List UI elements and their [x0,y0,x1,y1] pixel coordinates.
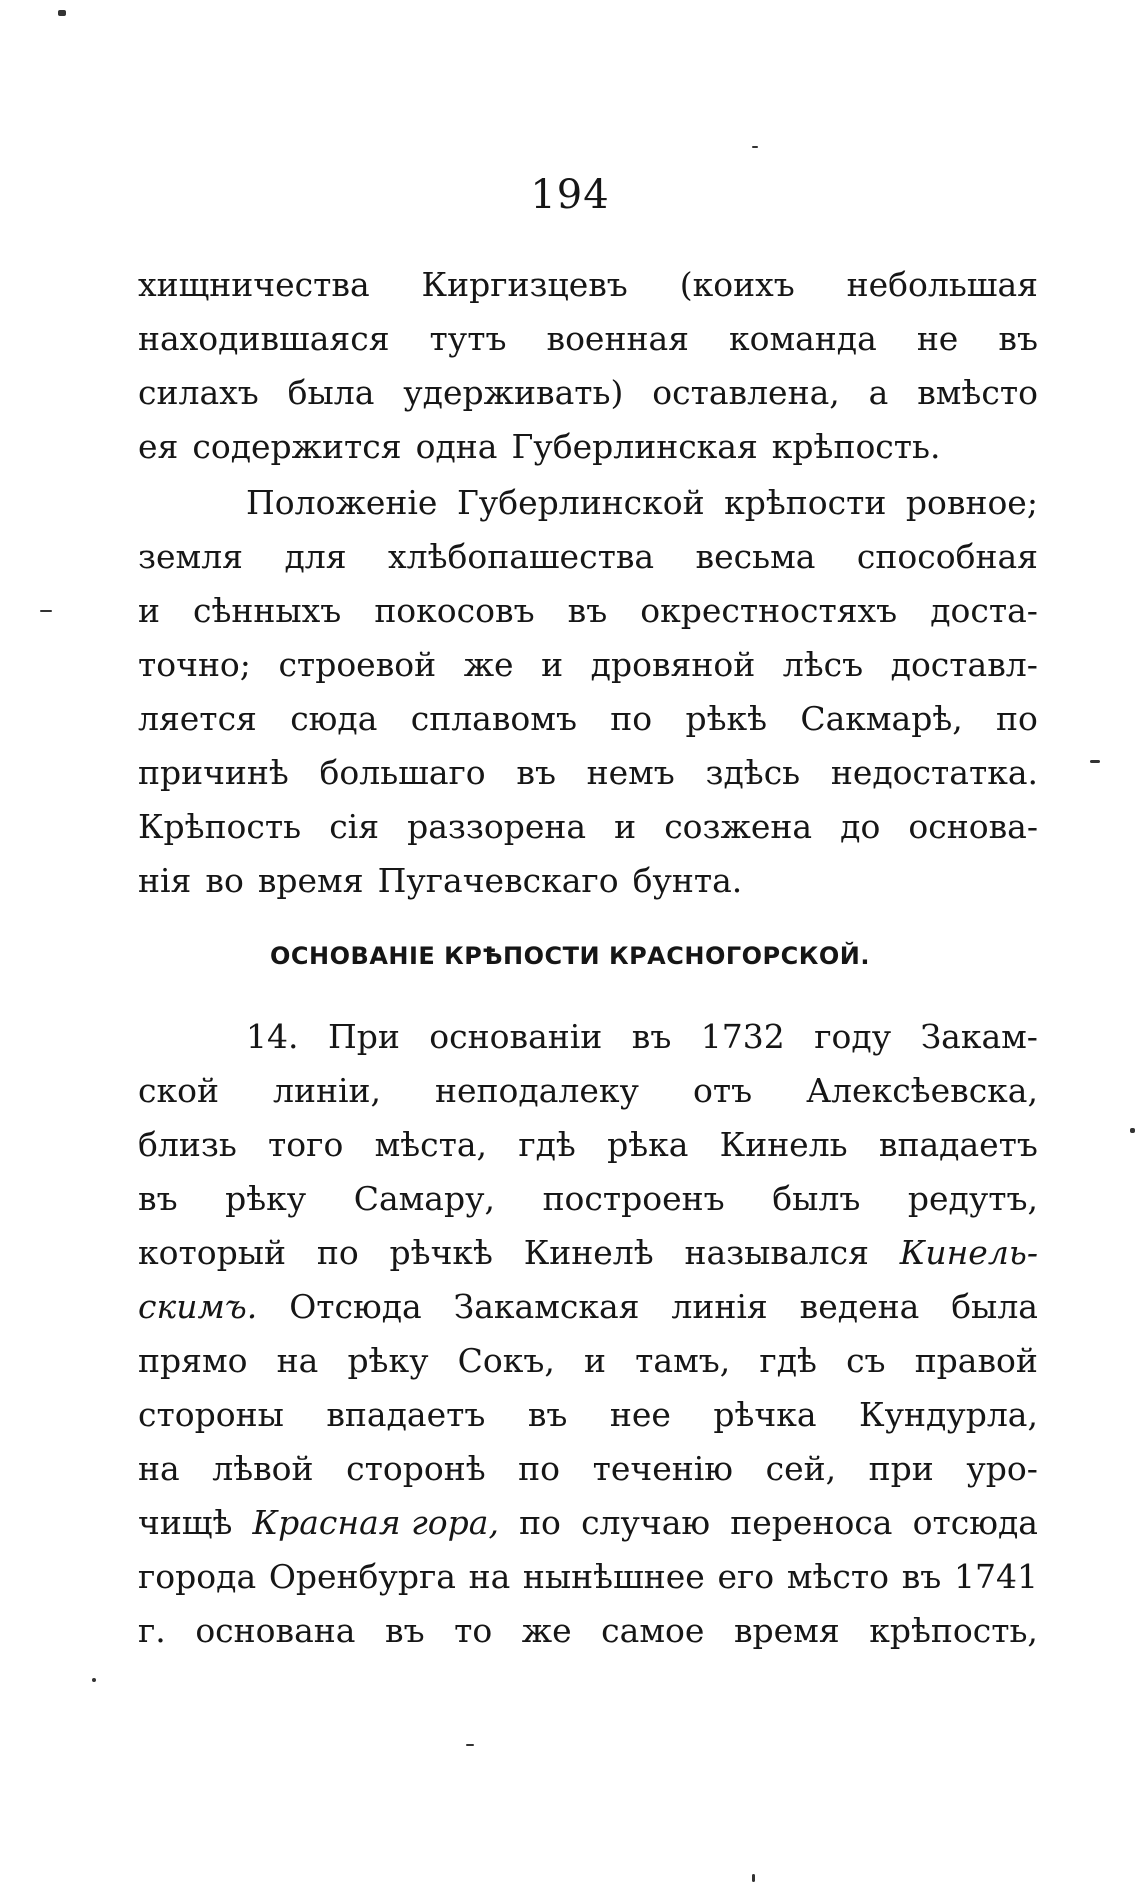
text-line: города Оренбурга на нынѣшнее его мѣсто въ 1741 [138,1557,1038,1596]
text-line: 14. При основаніи въ 1732 году Закам- [246,1017,1038,1056]
page-number: 194 [530,172,610,218]
text-line: стороны впадаетъ въ нее рѣчка Кундурла, [138,1395,1038,1434]
scan-speck [752,146,758,148]
text-line: хищничества Киргизцевъ (коихъ небольшая [138,265,1038,304]
text-line: ляется сюда сплавомъ по рѣкѣ Сакмарѣ, по [138,699,1038,738]
text-line: ея содержится одна Губерлинская крѣпость. [138,427,941,466]
text-line: въ рѣку Самару, построенъ былъ редутъ, [138,1179,1038,1218]
section-heading: ОСНОВАНІЕ КРѢПОСТИ КРАСНОГОРСКОЙ. [270,942,870,970]
text-line: скимъ. Отсюда Закамская линія ведена была [138,1287,1038,1326]
paragraph-3 [138,1010,1038,1658]
text-line: земля для хлѣбопашества весьма способная [138,537,1038,576]
scan-speck [58,10,66,16]
scan-speck [1130,1128,1135,1133]
text-line: находившаяся тутъ военная команда не въ [138,319,1038,358]
text-line: точно; строевой же и дровяной лѣсъ доставл- [138,645,1038,684]
text-line: г. основана въ то же самое время крѣпость, [138,1611,1038,1650]
text-line: на лѣвой сторонѣ по теченію сей, при уро- [138,1449,1038,1488]
scan-speck [92,1678,96,1682]
text-line: Положеніе Губерлинской крѣпости ровное; [246,483,1038,522]
text-line: и сѣнныхъ покосовъ въ окрестностяхъ доста- [138,591,1038,630]
scan-speck [466,1744,474,1746]
text-line: прямо на рѣку Сокъ, и тамъ, гдѣ съ правой [138,1341,1038,1380]
scan-speck [752,1874,755,1882]
paragraph-1 [138,258,1038,474]
text-line: нія во время Пугачевскаго бунта. [138,861,743,900]
scan-speck [40,610,52,612]
text-line: чищѣ Красная гора, по случаю переноса отсюда [138,1503,1038,1542]
scan-speck [1090,760,1100,763]
text-line: близь того мѣста, гдѣ рѣка Кинель впадаетъ [138,1125,1038,1164]
text-line: силахъ была удерживать) оставлена, а вмѣсто [138,373,1038,412]
paragraph-2 [138,476,1038,908]
text-line: причинѣ большаго въ немъ здѣсь недостатка. [138,753,1038,792]
text-line: Крѣпость сія раззорена и созжена до основа- [138,807,1038,846]
text-line: ской линіи, неподалеку отъ Алексѣевска, [138,1071,1038,1110]
text-line: который по рѣчкѣ Кинелѣ назывался Кинель- [138,1233,1038,1272]
